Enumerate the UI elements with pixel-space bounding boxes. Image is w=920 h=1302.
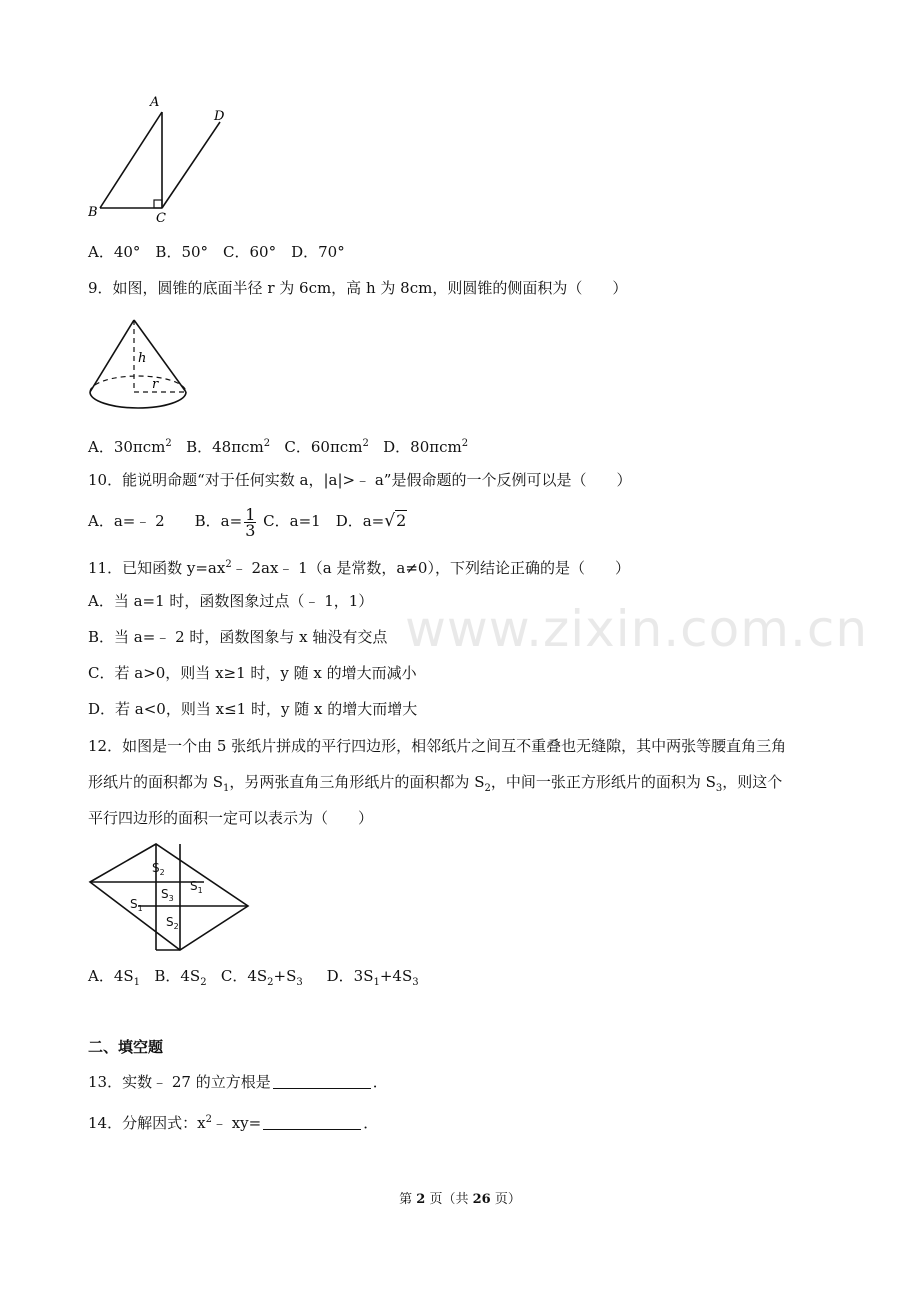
q8-label-d: D [214,109,225,124]
page-number: 2 [416,1192,426,1207]
q12-fig-label-s1-right: $S_1$ [190,879,203,895]
q12-line2: 形纸片的面积都为 $S_1$，另两张直角三角形纸片的面积都为 $S_2$，中间一张正方形纸片的面积为 $S_3$，则这个 [88,773,783,794]
q12-options [88,966,419,993]
q9-option-d: D．80πcm [383,438,462,456]
q12-option-a: A．$4S_1$ [88,967,141,988]
q12-line3: 平行四边形的面积一定可以表示为（ ） [88,809,374,827]
q14-answer-blank[interactable] [263,1115,361,1130]
q10-stem: 10．能说明命题“对于任何实数 a，|a|>﹣ a”是假命题的一个反例可以是（ ） [88,471,632,489]
q10-option-a-b: A．a=﹣ 2 B．a= [88,512,243,530]
page-footer: 第 2 页（共 26 页） [399,1192,521,1207]
q12-fig-label-s2-top: $S_2$ [152,861,165,877]
q8-label-b: B [88,205,98,220]
q9-label-r: r [152,377,159,392]
q10-fraction: $\frac{1}{3}$ [245,504,256,540]
page-total: 26 [472,1192,491,1207]
section2-title: 二、填空题 [88,1038,164,1056]
q14-stem: 14．分解因式：$x^2﹣$ xy= ． [88,1114,379,1132]
q9-option-b: B．48πcm [186,438,264,456]
q10-option-c-d: C．a=1 D．a= [263,512,385,530]
q11-option-b: B．当 a=﹣ 2 时，函数图象与 x 轴没有交点 [88,628,388,646]
q11-option-a: A．当 a=1 时，函数图象过点（﹣ 1，1） [88,592,374,610]
q9-option-a: A．30πcm [88,438,166,456]
q9-options: A．30πcm$^2$ B．48πcm$^2$ C．60πcm$^2$ D．80πcm$^2$ [88,438,469,456]
watermark: www.zixin.com.cn [405,600,869,658]
q12-option-d: D．$3S_1+4S_3$ [326,967,419,988]
q9-label-h: h [138,351,147,366]
q11-stem: 11．已知函数 $y=ax^2﹣$ 2ax﹣ 1（a 是常数，a≠0），下列结论正确的是（ ） [88,559,630,577]
q12-line1: 12．如图是一个由 5 张纸片拼成的平行四边形，相邻纸片之间互不重叠也无缝隙，其中两张等腰直角三角 [88,737,787,755]
q12-parallelogram-figure [86,838,254,956]
q9-option-c: C．60πcm [284,438,363,456]
q8-label-a: A [150,95,160,110]
q12-option-b: B．$4S_2$ [154,967,207,988]
q12-option-c: C．$4S_2+S_3$ [220,967,303,988]
sqrt-icon: √ [384,511,396,531]
q9-cone-figure [86,314,190,416]
q12-fig-label-s2-bottom: $S_2$ [166,915,179,931]
q11-option-d: D．若 a<0，则当 x≤1 时，y 随 x 的增大而增大 [88,700,418,718]
q9-stem: 9．如图，圆锥的底面半径 r 为 6cm，高 h 为 8cm，则圆锥的侧面积为（ ） [88,279,628,297]
q12-fig-label-s3: $S_3$ [161,887,174,903]
q8-figure [88,92,238,227]
q13-stem: 13．实数﹣ 27 的立方根是 ． [88,1073,388,1091]
q10-options [88,506,407,538]
q13-answer-blank[interactable] [273,1074,371,1089]
q12-fig-label-s1-left: $S_1$ [130,897,143,913]
q8-label-c: C [156,211,166,226]
q8-options: A．40° B．50° C．60° D．70° [88,243,345,261]
q10-sqrt-arg: 2 [396,511,407,530]
q11-option-c: C．若 a>0，则当 x≥1 时，y 随 x 的增大而减小 [88,664,417,682]
